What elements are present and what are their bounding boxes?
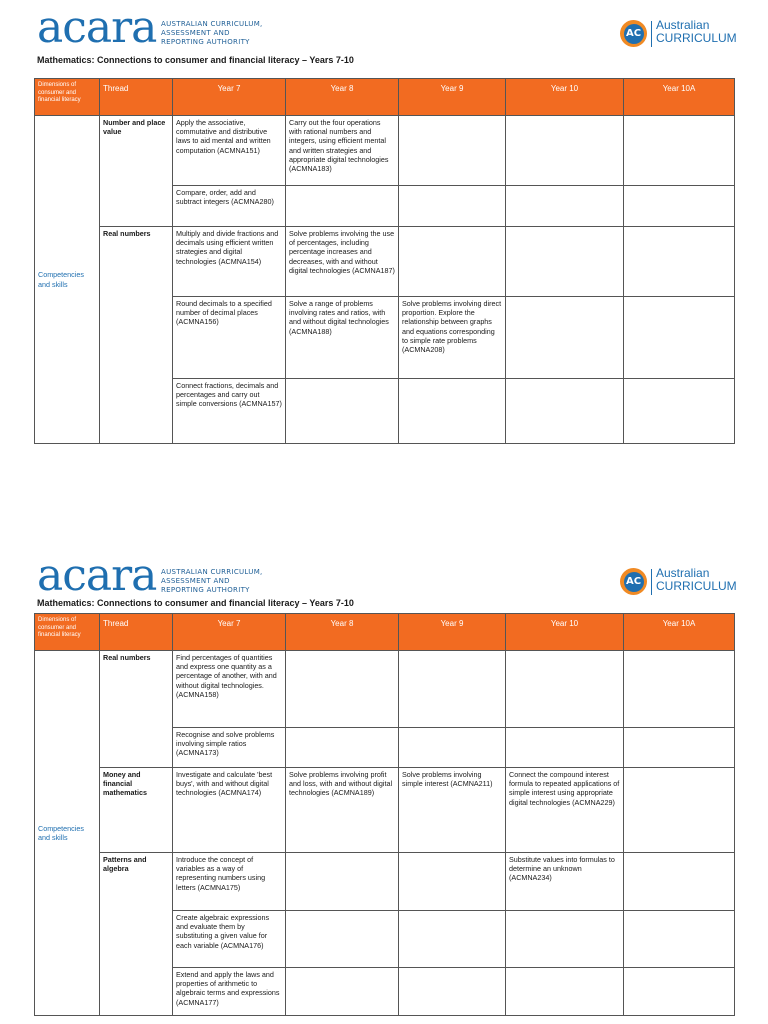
acara-line-2: ASSESSMENT AND <box>161 577 230 585</box>
cell: Apply the associative, commutative and distributive laws to aid mental and written computation (ACMNA151) <box>173 116 286 186</box>
acara-line-3: REPORTING AUTHORITY <box>161 38 250 46</box>
cell <box>399 186 506 227</box>
cell: Solve problems involving the use of percentages, including percentage increases and decreases, with and without digital technologies (ACMNA187) <box>286 227 399 297</box>
cell: Solve problems involving profit and loss, with and without digital technologies (ACMNA189) <box>286 768 399 853</box>
cell <box>286 911 399 968</box>
cell <box>506 911 624 968</box>
cell <box>506 379 624 444</box>
thread-cell: Patterns and algebra <box>100 853 173 1016</box>
thread-cell: Real numbers <box>100 651 173 768</box>
cell <box>399 651 506 728</box>
col-header-year10: Year 10 <box>506 614 624 651</box>
acara-line-2: ASSESSMENT AND <box>161 29 230 37</box>
ac-badge-icon: AC <box>620 568 647 595</box>
cell <box>624 651 735 728</box>
col-header-year9: Year 9 <box>399 79 506 116</box>
cell <box>624 297 735 379</box>
cell <box>286 379 399 444</box>
col-header-thread: Thread <box>100 79 173 116</box>
thread-cell: Number and place value <box>100 116 173 227</box>
cell <box>624 728 735 768</box>
cell: Introduce the concept of variables as a way of representing numbers using letters (ACMNA175) <box>173 853 286 911</box>
cell <box>286 728 399 768</box>
cell: Connect fractions, decimals and percentages and carry out simple conversions (ACMNA157) <box>173 379 286 444</box>
acara-line-1: AUSTRALIAN CURRICULUM, <box>161 568 263 576</box>
col-header-dimensions: Dimensions of consumer and financial literacy <box>35 614 100 651</box>
col-header-year10: Year 10 <box>506 79 624 116</box>
cell: Carry out the four operations with rational numbers and integers, using efficient mental and written strategies and appropriate digital technologies (ACMNA183) <box>286 116 399 186</box>
cell <box>286 853 399 911</box>
dimension-cell: Competencies and skills <box>35 116 100 444</box>
cell: Multiply and divide fractions and decimals using efficient written strategies and digital technologies (ACMNA154) <box>173 227 286 297</box>
col-header-year9: Year 9 <box>399 614 506 651</box>
col-header-year7: Year 7 <box>173 614 286 651</box>
cell <box>399 379 506 444</box>
header-row <box>35 614 735 651</box>
table-row <box>35 116 735 186</box>
cell <box>624 853 735 911</box>
acara-line-1: AUSTRALIAN CURRICULUM, <box>161 20 263 28</box>
cell: Compare, order, add and subtract integers (ACMNA280) <box>173 186 286 227</box>
col-header-dimensions: Dimensions of consumer and financial literacy <box>35 79 100 116</box>
col-header-year8: Year 8 <box>286 614 399 651</box>
acara-wordmark: acara <box>37 550 157 601</box>
thread-cell: Real numbers <box>100 227 173 444</box>
table-row <box>35 651 735 728</box>
ac-wordmark: Australian CURRICULUM <box>656 18 737 45</box>
cell <box>286 651 399 728</box>
australian-curriculum-logo <box>620 18 740 50</box>
cell: Round decimals to a specified number of decimal places (ACMNA156) <box>173 297 286 379</box>
col-header-thread: Thread <box>100 614 173 651</box>
acara-full-name <box>161 568 263 595</box>
col-header-year10a: Year 10A <box>624 614 735 651</box>
cell: Extend and apply the laws and properties of arithmetic to algebraic terms and expressions (ACMNA177) <box>173 968 286 1016</box>
document-title: Mathematics: Connections to consumer and financial literacy – Years 7-10 <box>37 55 354 65</box>
acara-full-name <box>161 20 263 47</box>
thread-cell: Money and financial mathematics <box>100 768 173 853</box>
cell: Create algebraic expressions and evaluate them by substituting a given value for each variable (ACMNA176) <box>173 911 286 968</box>
cell <box>399 116 506 186</box>
cell: Investigate and calculate 'best buys', with and without digital technologies (ACMNA174) <box>173 768 286 853</box>
cell <box>286 968 399 1016</box>
cell <box>506 116 624 186</box>
cell <box>624 227 735 297</box>
table-row <box>35 227 735 297</box>
cell <box>506 297 624 379</box>
cell <box>506 227 624 297</box>
cell <box>624 116 735 186</box>
acara-line-3: REPORTING AUTHORITY <box>161 586 250 594</box>
dimension-cell: Competencies and skills <box>35 651 100 1016</box>
cell <box>624 768 735 853</box>
cell <box>506 651 624 728</box>
cell: Substitute values into formulas to determine an unknown (ACMNA234) <box>506 853 624 911</box>
curriculum-table <box>34 78 735 444</box>
cell <box>399 728 506 768</box>
australian-curriculum-logo <box>620 566 740 598</box>
ac-wordmark: Australian CURRICULUM <box>656 566 737 593</box>
table-row <box>35 853 735 911</box>
acara-wordmark: acara <box>37 2 157 53</box>
cell: Solve problems involving simple interest (ACMNA211) <box>399 768 506 853</box>
cell <box>506 186 624 227</box>
cell <box>286 186 399 227</box>
table-row <box>35 768 735 853</box>
cell <box>399 968 506 1016</box>
cell <box>399 911 506 968</box>
cell: Find percentages of quantities and express one quantity as a percentage of another, with and without digital technologies. (ACMNA158) <box>173 651 286 728</box>
curriculum-table <box>34 613 735 1016</box>
cell: Solve a range of problems involving rates and ratios, with and without digital technologies (ACMNA188) <box>286 297 399 379</box>
col-header-year8: Year 8 <box>286 79 399 116</box>
document-title: Mathematics: Connections to consumer and financial literacy – Years 7-10 <box>37 598 354 608</box>
cell <box>506 728 624 768</box>
col-header-year7: Year 7 <box>173 79 286 116</box>
ac-badge-icon: AC <box>620 20 647 47</box>
cell <box>399 227 506 297</box>
cell <box>624 968 735 1016</box>
cell: Connect the compound interest formula to repeated applications of simple interest using appropriate digital technologies (ACMNA229) <box>506 768 624 853</box>
cell: Solve problems involving direct proportion. Explore the relationship between graphs and equations corresponding to simple rate problems (ACMNA208) <box>399 297 506 379</box>
cell: Recognise and solve problems involving simple ratios (ACMNA173) <box>173 728 286 768</box>
col-header-year10a: Year 10A <box>624 79 735 116</box>
header-row <box>35 79 735 116</box>
cell <box>399 853 506 911</box>
cell <box>624 186 735 227</box>
cell <box>624 911 735 968</box>
cell <box>506 968 624 1016</box>
cell <box>624 379 735 444</box>
